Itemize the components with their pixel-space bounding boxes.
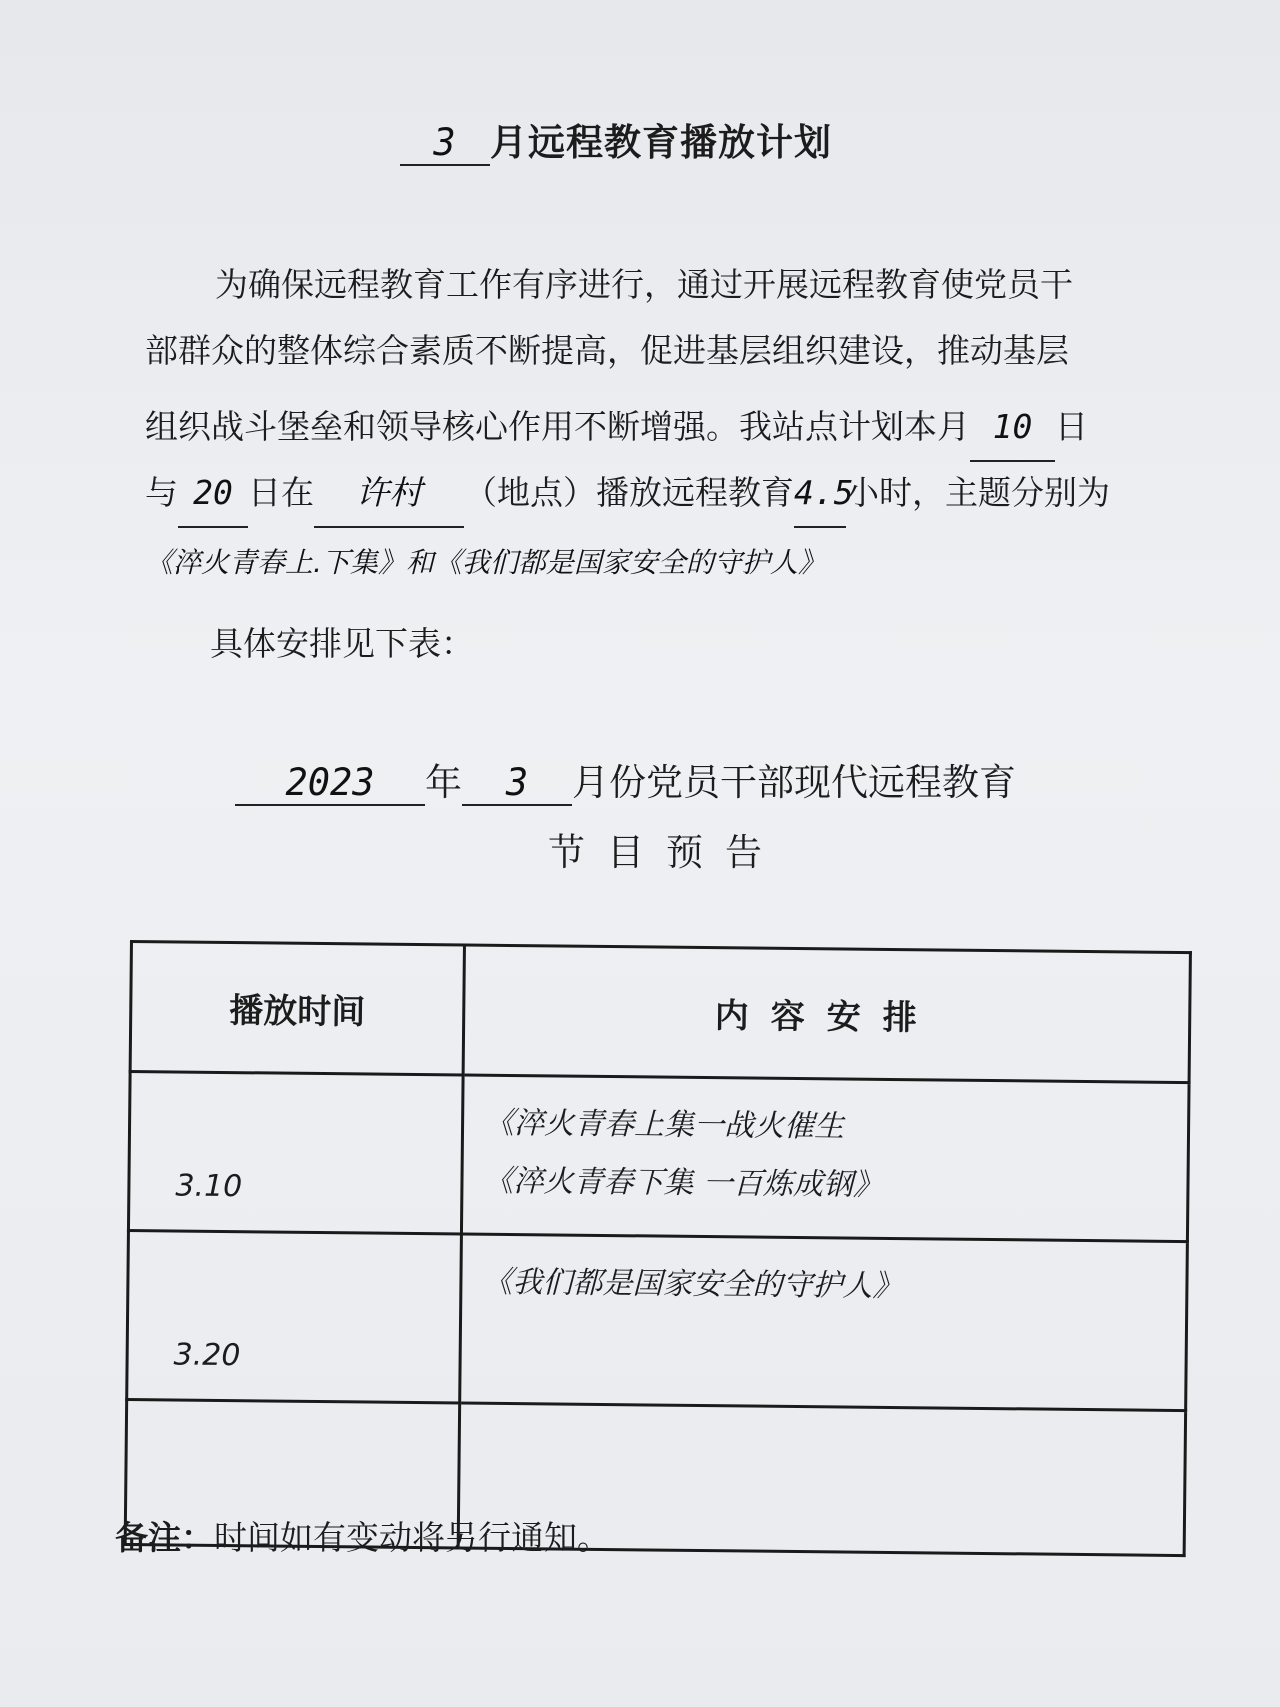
- table-header-row: [130, 942, 1190, 1083]
- schedule-title-text: 月份党员干部现代远程教育: [572, 761, 1016, 804]
- paragraph-line-1: 为确保远程教育工作有序进行，通过开展远程教育使党员干: [215, 265, 1073, 304]
- header-content: 内容安排: [463, 945, 1190, 1083]
- remark-label: 备注：: [115, 1518, 214, 1557]
- table-row: [127, 1230, 1188, 1410]
- remark: [115, 1512, 610, 1559]
- hours-text: 小时，主题分别为: [846, 473, 1110, 512]
- location-label: （地点）播放远程教育: [464, 473, 794, 512]
- schedule-title: [235, 752, 1016, 806]
- year-blank: 2023: [235, 761, 425, 806]
- page-title: [400, 112, 832, 166]
- row-1-time: 3.10: [128, 1072, 463, 1234]
- paragraph-line-3: [145, 394, 1088, 462]
- day-2-blank: 20: [178, 460, 248, 528]
- header-time: 播放时间: [130, 942, 464, 1075]
- title-month-blank: 3: [400, 121, 490, 166]
- with-text: 与: [145, 473, 178, 512]
- paragraph-line-4: [145, 460, 1110, 528]
- themes-handwritten: 《淬火青春上.下集》和《我们都是国家安全的守护人》: [145, 546, 826, 579]
- row-2-content: [460, 1234, 1188, 1411]
- year-label: 年: [425, 761, 462, 804]
- hours-blank: 4.5: [794, 460, 846, 528]
- row-1-content-line-1: 《淬火青春上集一战火催生: [483, 1105, 845, 1145]
- remark-text: 时间如有变动将另行通知。: [214, 1518, 610, 1557]
- row-1-content-line-2: 《淬火青春下集 一百炼成钢》: [483, 1163, 884, 1203]
- schedule-table: [124, 940, 1192, 1557]
- schedule-subtitle: 节目预告: [548, 831, 784, 874]
- month-blank: 3: [462, 761, 572, 806]
- day-unit-1: 日: [1055, 407, 1088, 446]
- paragraph-line-2: 部群众的整体综合素质不断提高，促进基层组织建设，推动基层: [145, 331, 1069, 370]
- table-row: [128, 1072, 1189, 1242]
- day-location-text: 日在: [248, 473, 314, 512]
- row-1-content: [461, 1075, 1189, 1242]
- paragraph-line-3-text: 组织战斗堡垒和领导核心作用不断增强。我站点计划本月: [145, 407, 970, 446]
- title-text: 月远程教育播放计划: [490, 121, 832, 164]
- day-1-blank: 10: [970, 394, 1055, 462]
- row-2-time: 3.20: [127, 1230, 462, 1402]
- intro-text: 具体安排见下表：: [210, 624, 474, 663]
- location-blank: 许村: [314, 460, 464, 528]
- row-2-content-line-1: 《我们都是国家安全的守护人》: [482, 1264, 903, 1305]
